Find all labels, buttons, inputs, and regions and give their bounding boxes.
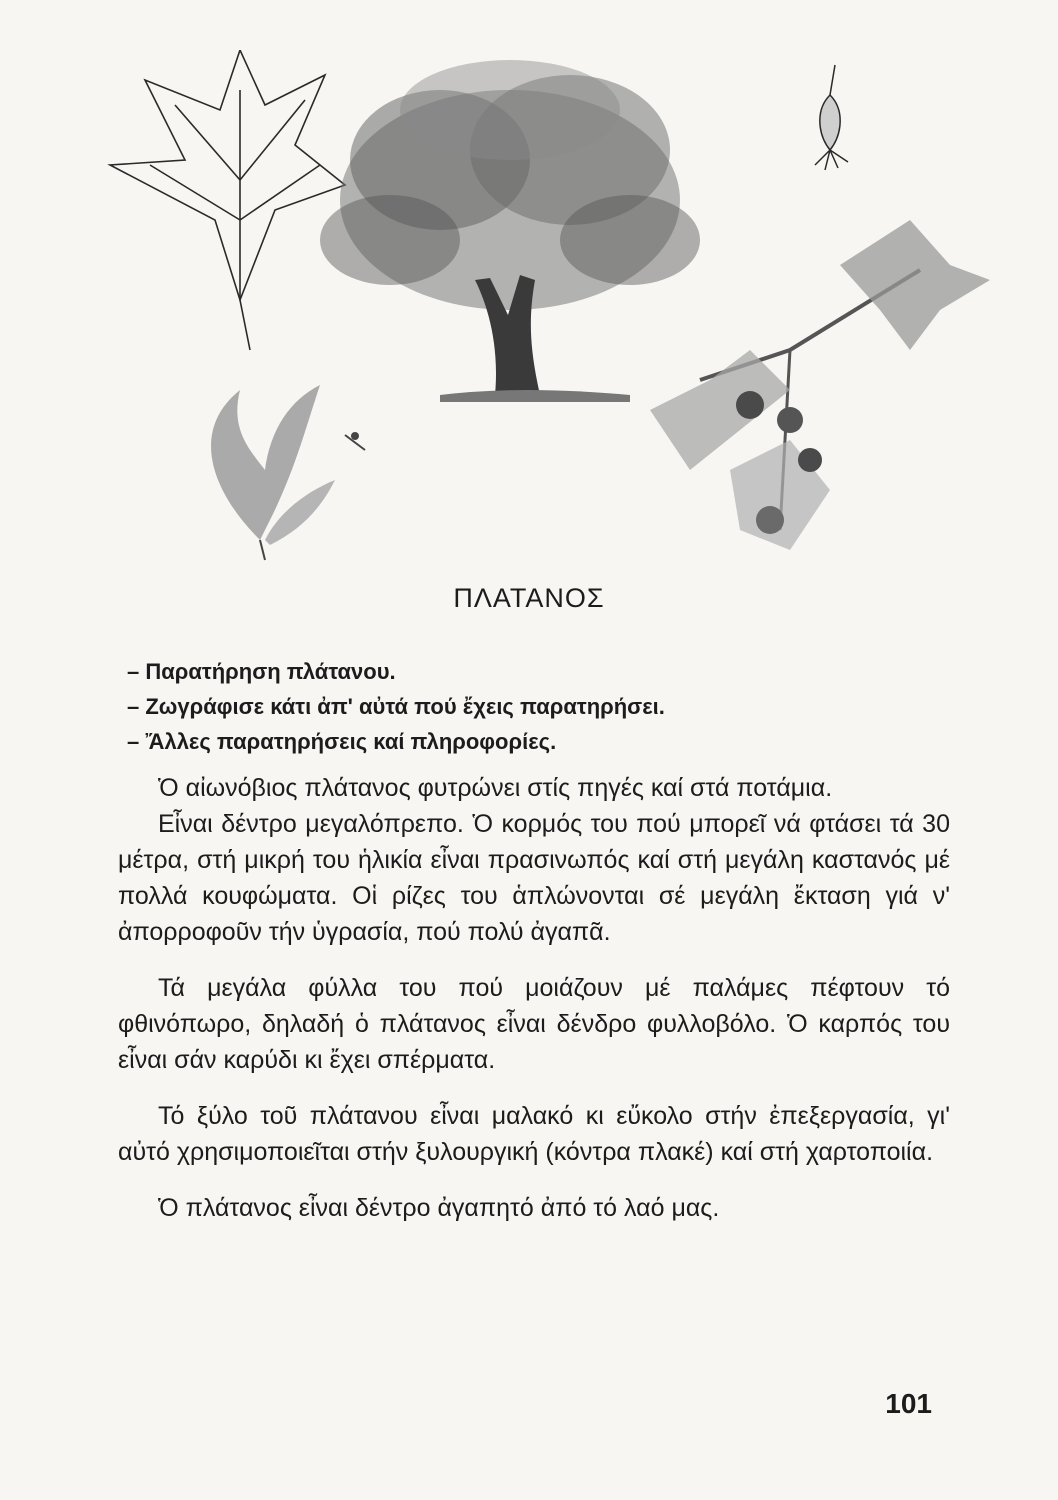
article-body: [118, 770, 950, 1246]
cut-leaf-drawing: [211, 385, 365, 560]
task-item: – Ἄλλες παρατηρήσεις καί πληροφορίες.: [127, 729, 557, 754]
plane-branch-with-fruits-drawing: [650, 220, 990, 550]
paragraph-habitat: Ὁ αἰωνόβιος πλάτανος φυτρώνει στίς πηγές καί στά ποτάμια.: [158, 774, 833, 802]
paragraph-beloved-tree: Ὁ πλάτανος εἶναι δέντρο ἀγαπητό ἀπό τό λαό μας.: [158, 1194, 720, 1222]
plane-tree-drawing: [320, 60, 700, 402]
task-list: [127, 654, 927, 759]
plane-bud-drawing: [815, 65, 848, 170]
plane-leaf-drawing: [110, 50, 345, 350]
paragraph-wood-uses: Τό ξύλο τοῦ πλάτανου εἶναι μαλακό κι εὔκολο στήν ἐπεξεργασία, γι' αὐτό χρησιμοποιεῖται στήν ξυλουργική (κόντρα πλακέ) καί στή χαρτοποιία.: [118, 1102, 950, 1166]
page-number: 101: [885, 1388, 932, 1419]
plane-tree-illustrations: [90, 50, 990, 610]
paragraph-leaves-and-fruit: Τά μεγάλα φύλλα του πού μοιάζουν μέ παλάμες πέφτουν τό φθινόπωρο, δηλαδή ὁ πλάτανος εἶναι δένδρο φυλλοβόλο. Ὁ καρπός του εἶναι σάν καρύδι κι ἔχει σπέρματα.: [118, 974, 950, 1074]
task-item: – Παρατήρηση πλάτανου.: [127, 659, 396, 684]
paragraph-trunk-and-roots: Εἶναι δέντρο μεγαλόπρεπο. Ὁ κορμός του πού μπορεῖ νά φτάσει τά 30 μέτρα, στή μικρή του ἡλικία εἶναι πρασινωπός καί στή μεγάλη καστανός μέ πολλά κουφώματα. Οἱ ρίζες του ἁπλώνονται σέ μεγάλη ἔκταση γιά ν' ἀπορροφοῦν τήν ὑγρασία, πού πολύ ἀγαπᾶ.: [118, 810, 950, 946]
page-title: ΠΛΑΤΑΝΟΣ: [453, 583, 605, 613]
task-item: – Ζωγράφισε κάτι ἀπ' αὐτά πού ἔχεις παρατηρήσει.: [127, 694, 665, 719]
